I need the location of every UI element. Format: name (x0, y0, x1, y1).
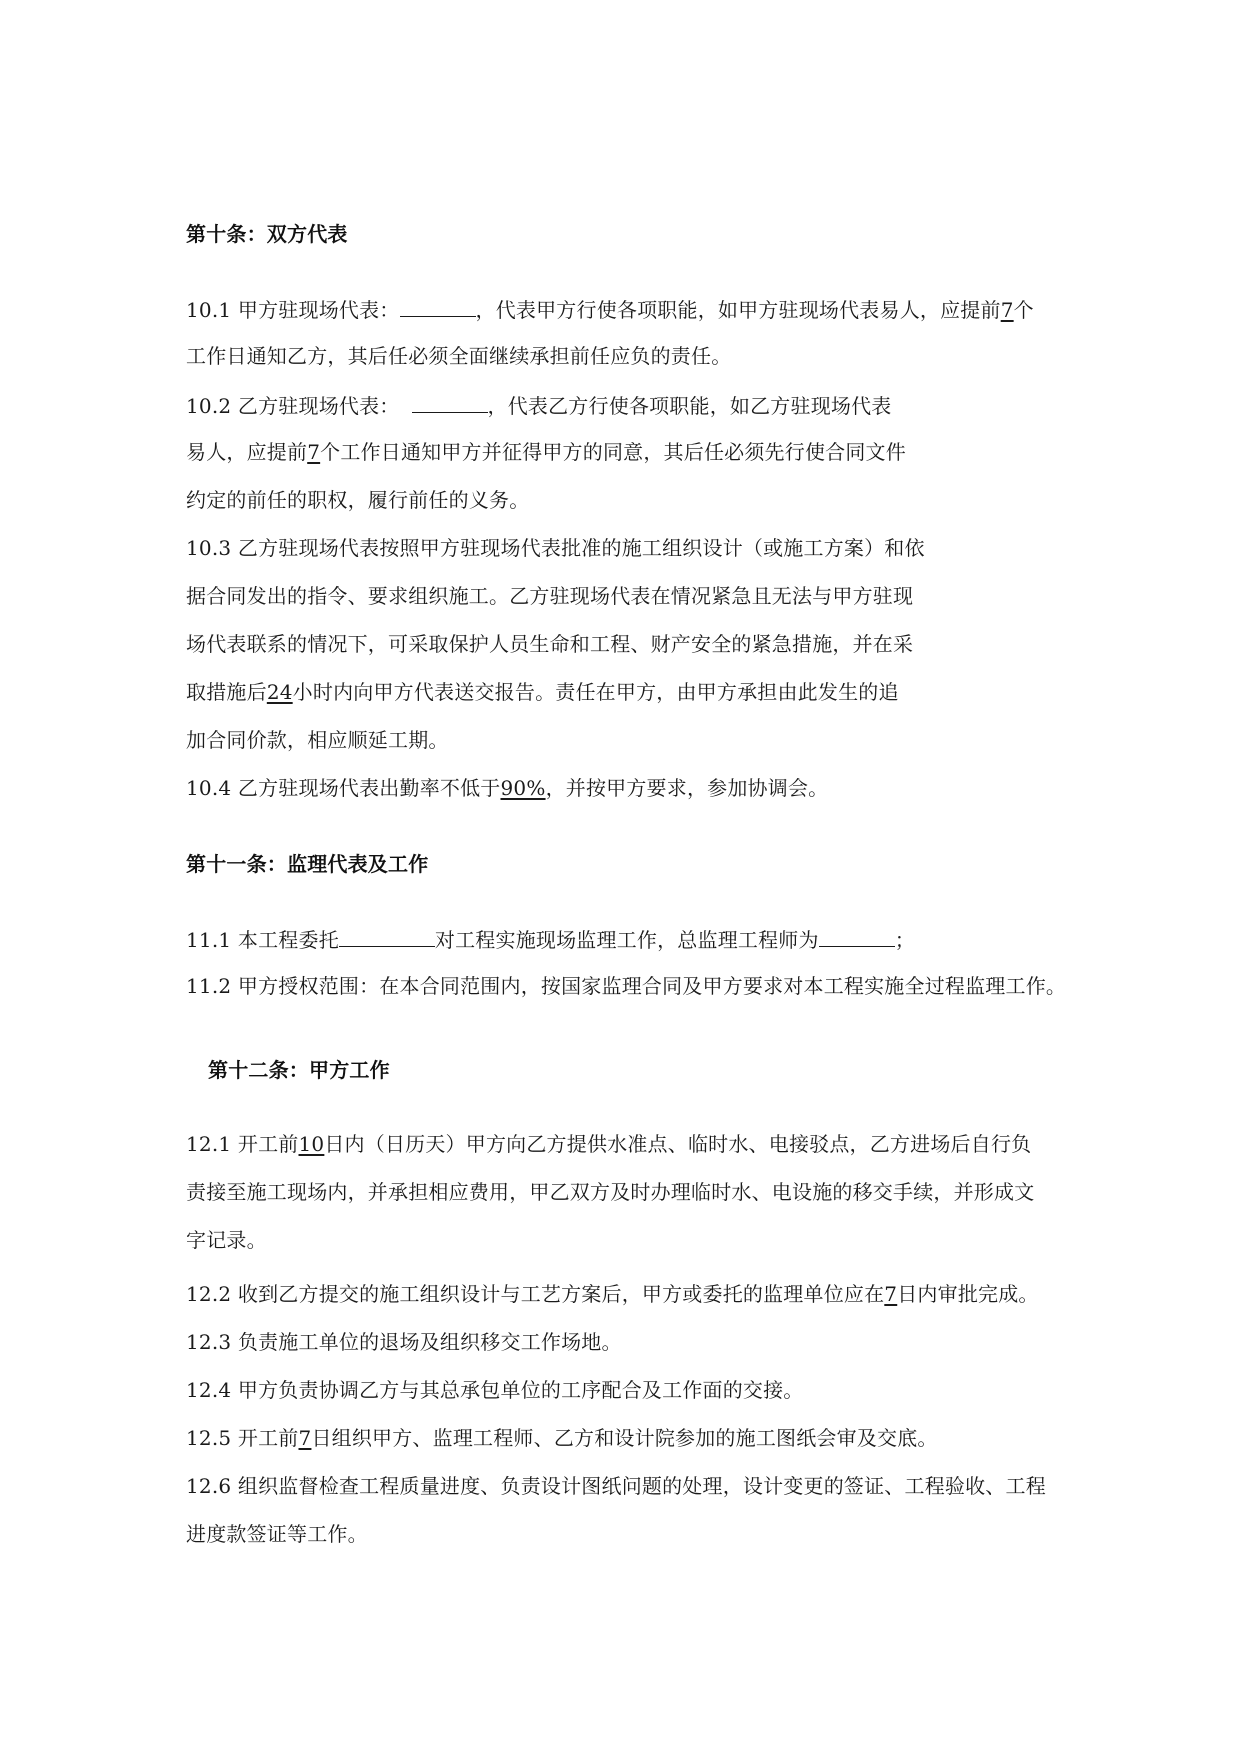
fill-in-blank[interactable] (819, 928, 895, 947)
underlined-value: 7 (1000, 298, 1014, 322)
text: ； (894, 928, 915, 952)
clause-10-3-line-3: 场代表联系的情况下，可采取保护人员生命和工程、财产安全的紧急措施，并在采 (186, 632, 914, 656)
text: 小时内向甲方代表送交报告。责任在甲方，由甲方承担由此发生的追 (292, 680, 899, 704)
text: 日组织甲方、监理工程师、乙方和设计院参加的施工图纸会审及交底。 (311, 1426, 938, 1450)
underlined-value: 90% (500, 776, 546, 800)
clause-12-1-line-3: 字记录。 (186, 1228, 267, 1252)
clause-10-1-line-2: 工作日通知乙方，其后任必须全面继续承担前任应负的责任。 (186, 344, 732, 368)
text: 个 (1013, 298, 1034, 322)
clause-12-1-line-1 (186, 1134, 1031, 1154)
text: 对工程实施现场监理工作，总监理工程师为 (434, 928, 819, 952)
fill-in-blank[interactable] (400, 298, 476, 317)
clause-10-3-line-1: 10.3 乙方驻现场代表按照甲方驻现场代表批准的施工组织设计（或施工方案）和依 (186, 536, 925, 560)
underlined-value: 24 (266, 680, 293, 704)
clause-11-1-line-1 (186, 928, 915, 950)
fill-in-blank[interactable] (339, 928, 435, 947)
text: 10.2 乙方驻现场代表： (186, 394, 400, 418)
clause-10-2-line-3: 约定的前任的职权，履行前任的义务。 (186, 488, 530, 512)
section-heading: 第十条：双方代表 (186, 222, 348, 246)
text: 12.2 收到乙方提交的施工组织设计与工艺方案后，甲方或委托的监理单位应在 (186, 1282, 885, 1306)
text: 12.1 开工前 (186, 1132, 299, 1156)
text: 易人，应提前 (186, 440, 308, 464)
underlined-value: 7 (307, 440, 321, 464)
clause-10-3-line-2: 据合同发出的指令、要求组织施工。乙方驻现场代表在情况紧急且无法与甲方驻现 (186, 584, 914, 608)
clause-12-4-line-1: 12.4 甲方负责协调乙方与其总承包单位的工序配合及工作面的交接。 (186, 1378, 804, 1402)
text: 10.4 乙方驻现场代表出勤率不低于 (186, 776, 501, 800)
clause-10-3-line-4 (186, 682, 899, 702)
text: ，代表甲方行使各项职能，如甲方驻现场代表易人，应提前 (475, 298, 1001, 322)
clause-12-3-line-1: 12.3 负责施工单位的退场及组织移交工作场地。 (186, 1330, 622, 1354)
text: 11.1 本工程委托 (186, 928, 339, 952)
text: 个工作日通知甲方并征得甲方的同意，其后任必须先行使合同文件 (320, 440, 906, 464)
clause-10-1-line-1 (186, 298, 1034, 320)
text: ，并按甲方要求，参加协调会。 (545, 776, 829, 800)
clause-12-6-line-2: 进度款签证等工作。 (186, 1522, 368, 1546)
clause-12-6-line-1: 12.6 组织监督检查工程质量进度、负责设计图纸问题的处理，设计变更的签证、工程验收、工程 (186, 1474, 1046, 1498)
underlined-value: 7 (298, 1426, 312, 1450)
clause-10-2-line-2 (186, 442, 906, 462)
text: ，代表乙方行使各项职能，如乙方驻现场代表 (487, 394, 892, 418)
clause-10-2-line-1 (186, 394, 892, 416)
text: 日内（日历天）甲方向乙方提供水准点、临时水、电接驳点，乙方进场后自行负 (324, 1132, 1032, 1156)
clause-11-2-line-1: 11.2 甲方授权范围：在本合同范围内，按国家监理合同及甲方要求对本工程实施全过程监理工作。 (186, 974, 1067, 998)
section-heading: 第十二条：甲方工作 (208, 1058, 390, 1082)
clause-10-3-line-5: 加合同价款，相应顺延工期。 (186, 728, 449, 752)
section-heading: 第十一条：监理代表及工作 (186, 852, 429, 876)
underlined-value: 7 (884, 1282, 898, 1306)
text: 取措施后 (186, 680, 267, 704)
clause-12-1-line-2: 责接至施工现场内，并承担相应费用，甲乙双方及时办理临时水、电设施的移交手续，并形成文 (186, 1180, 1035, 1204)
text: 日内审批完成。 (897, 1282, 1039, 1306)
clause-12-5-line-1 (186, 1428, 938, 1448)
fill-in-blank[interactable] (412, 394, 488, 413)
underlined-value: 10 (298, 1132, 325, 1156)
clause-12-2-line-1 (186, 1284, 1039, 1304)
text: 10.1 甲方驻现场代表： (186, 298, 400, 322)
clause-10-4-line-1 (186, 778, 828, 798)
text: 12.5 开工前 (186, 1426, 299, 1450)
